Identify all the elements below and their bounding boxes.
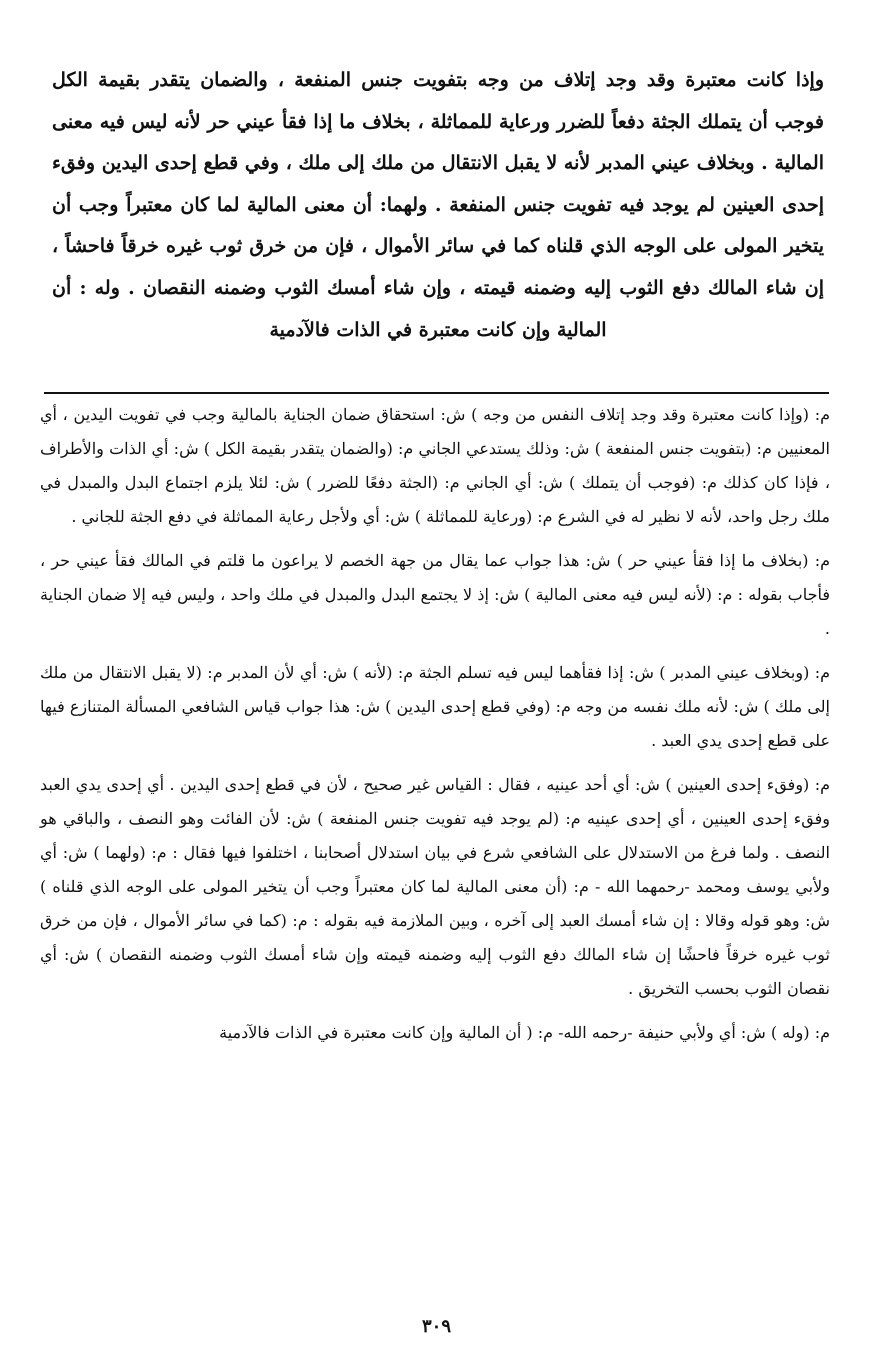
commentary-paragraph: م: (وله ) ش: أي ولأبي حنيفة -رحمه الله- م: ( أن المالية وإن كانت معتبرة في الذات فالآدمية — [219, 1023, 830, 1042]
commentary-paragraph: م: (وبخلاف عيني المدبر ) ش: إذا فقأهما ليس فيه تسلم الجثة م: (لأنه ) ش: أي لأن المدبر م: (لا يقبل الانتقال من ملك إلى ملك ) ش: لأنه ملك نفسه من وجه م: (وفي قطع إحدى اليدين ) ش: هذا جواب قياس الشافعي المسألة المتنازع فيها على قطع إحدى يدي العبد . — [40, 663, 830, 750]
main-text: وإذا كانت معتبرة وقد وجد إتلاف من وجه بتفويت جنس المنفعة ، والضمان يتقدر بقيمة الكل فوجب أن يتملك الجثة دفعاً للضرر ورعاية للمماثلة ، بخلاف ما إذا فقأ عيني حر لأنه ليس فيه معنى المالية . وبخلاف عيني المدبر لأنه لا يقبل الانتقال من ملك إلى ملك ، وفي قطع إحدى اليدين وفقء إحدى العينين لم يوجد فيه تفويت جنس المنفعة . ولهما: أن معنى المالية لما كان معتبراً وجب أن يتخير المولى على الوجه الذي قلناه كما في سائر الأموال ، فإن من خرق ثوب غيره خرقاً فاحشاً ، إن شاء المالك دفع الثوب إليه وضمنه قيمته ، وإن شاء أمسك الثوب وضمنه النقصان . وله : أن المالية وإن كانت معتبرة في الذات فالآدمية — [52, 69, 824, 341]
commentary-paragraph: م: (بخلاف ما إذا فقأ عيني حر ) ش: هذا جواب عما يقال من جهة الخصم لا يراعون ما قلتم في المالك فقأ عيني حر ، فأجاب بقوله : م: (لأنه ليس فيه معنى المالية ) ش: إذ لا يجتمع البدل والمبدل في ملك واحد ، وليس فيه إلا ضمان الجناية . — [40, 551, 830, 638]
commentary — [40, 398, 830, 1060]
commentary-paragraph: م: (وفقء إحدى العينين ) ش: أي أحد عينيه ، فقال : القياس غير صحيح ، لأن في قطع إحدى اليدين . أي إحدى يدي العبد وفقء إحدى العينين ، أي إحدى عينيه م: (لم يوجد فيه تفويت جنس المنفعة ) ش: لأن الفائت وهو النصف ، والباقي هو النصف . ولما فرغ من الاستدلال على الشافعي شرع في بيان استدلال أصحابنا ، اختلفوا فيها فقال : م: (ولهما ) ش: أي ولأبي يوسف ومحمد -رحمهما الله - م: (أن معنى المالية لما كان معتبراً وجب أن يتخير المولى على الوجه الذي قلناه ) ش: وهو قوله وقالا : إن شاء أمسك العبد إلى آخره ، وبين الملازمة فيه بقوله : م: (كما في سائر الأموال ، فإن من خرق ثوب غيره خرقاً فاحشًا إن شاء المالك دفع الثوب إليه وضمنه قيمته وإن شاء أمسك الثوب وضمنه النقصان ) ش: أي نقصان الثوب بحسب التخريق . — [40, 775, 831, 998]
commentary-paragraph: م: (وإذا كانت معتبرة وقد وجد إتلاف النفس من وجه ) ش: استحقاق ضمان الجناية بالمالية وجب في تفويت اليدين ، أي المعنيين م: (بتفويت جنس المنفعة ) ش: وذلك يستدعي الجاني م: (والضمان يتقدر بقيمة الكل ) ش: أي الذات والأطراف ، فإذا كان كذلك م: (فوجب أن يتملك ) ش: أي الجاني م: (الجثة دفعًا للضرر ) ش: لئلا يلزم اجتماع البدل والمبدل في ملك رجل واحد، لأنه لا نظير له في الشرع م: (ورعاية للمماثلة ) ش: أي ولأجل رعاية المماثلة في دفع الجثة للجاني . — [40, 405, 830, 526]
section-divider — [44, 392, 829, 394]
page-number: ٣٠٩ — [421, 1316, 451, 1337]
